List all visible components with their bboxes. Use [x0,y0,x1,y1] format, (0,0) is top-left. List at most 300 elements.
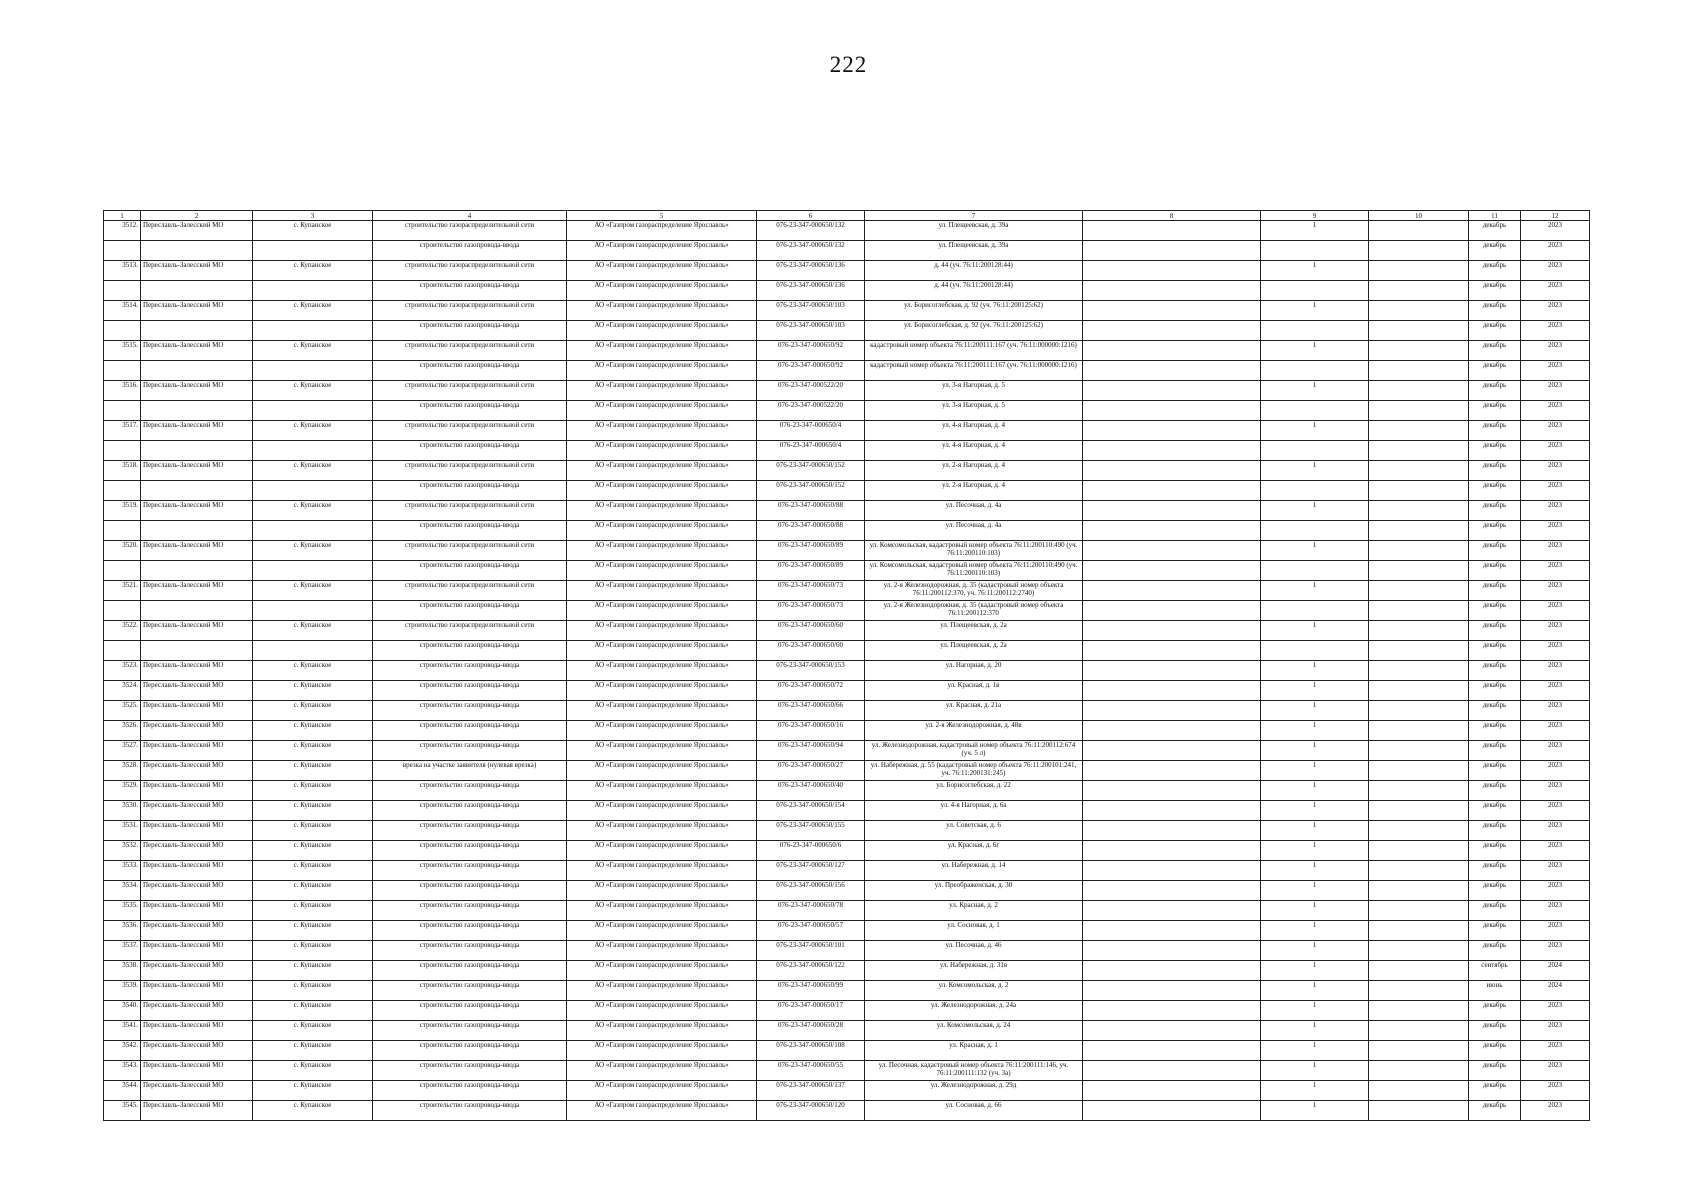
cell-settlement: с. Купанское [253,1041,373,1061]
cell-municipality: Переславль-Залесский МО [141,541,253,561]
table-row [104,1001,1590,1021]
cell-work-type: строительство газопровода-ввода [373,321,567,341]
cell-year: 2023 [1521,801,1590,821]
cell-col-10 [1369,481,1469,501]
cell-tech-conditions-number: 076-23-347-000650/103 [757,321,865,341]
table-row [104,1041,1590,1061]
cell-year: 2023 [1521,541,1590,561]
cell-tech-conditions-number: 076-23-347-000650/88 [757,501,865,521]
col-header: 1 [104,211,141,221]
cell-row-number: 3521. [104,581,141,601]
cell-row-number: 3532. [104,841,141,861]
cell-municipality [141,601,253,621]
cell-year: 2023 [1521,661,1590,681]
cell-work-type: строительство газопровода-ввода [373,1041,567,1061]
table-row [104,701,1590,721]
cell-settlement: с. Купанское [253,1001,373,1021]
table-row [104,841,1590,861]
cell-tech-conditions-number: 076-23-347-000650/88 [757,521,865,541]
cell-organization: АО «Газпром газораспределение Ярославль» [567,981,757,1001]
cell-col-8 [1083,741,1261,761]
cell-year: 2023 [1521,781,1590,801]
cell-year: 2023 [1521,301,1590,321]
cell-settlement: с. Купанское [253,721,373,741]
cell-col-10 [1369,681,1469,701]
cell-settlement: с. Купанское [253,741,373,761]
cell-row-number: 3543. [104,1061,141,1081]
cell-col-10 [1369,961,1469,981]
cell-work-type: строительство газопровода-ввода [373,701,567,721]
cell-col-10 [1369,1101,1469,1121]
cell-municipality: Переславль-Залесский МО [141,621,253,641]
cell-year: 2023 [1521,761,1590,781]
cell-row-number: 3513. [104,261,141,281]
cell-year: 2023 [1521,721,1590,741]
cell-row-number [104,321,141,341]
cell-row-number: 3512. [104,221,141,241]
cell-work-type: строительство газопровода-ввода [373,741,567,761]
cell-row-number: 3526. [104,721,141,741]
cell-year: 2023 [1521,621,1590,641]
table-row [104,401,1590,421]
cell-row-number: 3536. [104,921,141,941]
cell-year: 2023 [1521,481,1590,501]
cell-count: 1 [1261,761,1369,781]
cell-settlement: с. Купанское [253,221,373,241]
table-row [104,381,1590,401]
cell-year: 2023 [1521,681,1590,701]
cell-month: декабрь [1469,741,1521,761]
cell-work-type: строительство газопровода-ввода [373,901,567,921]
table-row [104,901,1590,921]
cell-year: 2023 [1521,921,1590,941]
cell-address: ул. Красная, д. 21а [865,701,1083,721]
table-row [104,501,1590,521]
cell-row-number: 3519. [104,501,141,521]
cell-address: ул. Нагорная, д. 20 [865,661,1083,681]
cell-tech-conditions-number: 076-23-347-000650/137 [757,1081,865,1101]
cell-col-10 [1369,461,1469,481]
cell-year: 2024 [1521,961,1590,981]
cell-col-10 [1369,861,1469,881]
cell-settlement [253,281,373,301]
cell-count: 1 [1261,421,1369,441]
cell-municipality: Переславль-Залесский МО [141,1041,253,1061]
cell-organization: АО «Газпром газораспределение Ярославль» [567,461,757,481]
gasification-register-table [103,210,1590,1121]
cell-col-8 [1083,761,1261,781]
cell-row-number: 3518. [104,461,141,481]
col-header: 10 [1369,211,1469,221]
table-row [104,461,1590,481]
cell-work-type: строительство газопровода-ввода [373,1101,567,1121]
cell-month: декабрь [1469,261,1521,281]
cell-municipality: Переславль-Залесский МО [141,701,253,721]
cell-col-10 [1369,821,1469,841]
cell-col-8 [1083,841,1261,861]
cell-year: 2023 [1521,701,1590,721]
cell-work-type: строительство газопровода-ввода [373,781,567,801]
cell-col-8 [1083,1041,1261,1061]
cell-count: 1 [1261,841,1369,861]
cell-col-10 [1369,581,1469,601]
cell-settlement: с. Купанское [253,921,373,941]
cell-settlement: с. Купанское [253,421,373,441]
cell-row-number [104,241,141,261]
cell-settlement [253,361,373,381]
cell-tech-conditions-number: 076-23-347-000650/72 [757,681,865,701]
cell-count: 1 [1261,981,1369,1001]
cell-year: 2023 [1521,881,1590,901]
cell-work-type: строительство газопровода-ввода [373,681,567,701]
cell-address: ул. 2-я Железнодорожная, д. 48в [865,721,1083,741]
cell-address: ул. Железнодорожная, д. 29д [865,1081,1083,1101]
cell-organization: АО «Газпром газораспределение Ярославль» [567,741,757,761]
cell-organization: АО «Газпром газораспределение Ярославль» [567,681,757,701]
cell-tech-conditions-number: 076-23-347-000650/136 [757,261,865,281]
cell-year: 2023 [1521,521,1590,541]
col-header: 5 [567,211,757,221]
cell-settlement: с. Купанское [253,381,373,401]
cell-col-8 [1083,721,1261,741]
cell-work-type: строительство газопровода-ввода [373,601,567,621]
cell-organization: АО «Газпром газораспределение Ярославль» [567,1101,757,1121]
cell-month: декабрь [1469,521,1521,541]
cell-organization: АО «Газпром газораспределение Ярославль» [567,561,757,581]
cell-municipality [141,641,253,661]
cell-count: 1 [1261,1041,1369,1061]
cell-organization: АО «Газпром газораспределение Ярославль» [567,341,757,361]
cell-municipality: Переславль-Залесский МО [141,741,253,761]
cell-col-8 [1083,621,1261,641]
cell-work-type: строительство газопровода-ввода [373,801,567,821]
cell-settlement: с. Купанское [253,841,373,861]
column-number-header-row [104,211,1590,221]
cell-row-number: 3545. [104,1101,141,1121]
cell-col-10 [1369,361,1469,381]
table-row [104,641,1590,661]
table-row [104,1081,1590,1101]
cell-municipality [141,441,253,461]
cell-address: ул. 4-я Нагорная, д. 4 [865,421,1083,441]
cell-col-8 [1083,941,1261,961]
cell-count: 1 [1261,581,1369,601]
cell-year: 2023 [1521,861,1590,881]
cell-address: ул. Преображенская, д. 30 [865,881,1083,901]
cell-work-type: строительство газораспределительной сети [373,461,567,481]
cell-work-type: строительство газораспределительной сети [373,261,567,281]
cell-col-10 [1369,541,1469,561]
cell-work-type: строительство газораспределительной сети [373,541,567,561]
cell-municipality: Переславль-Залесский МО [141,761,253,781]
cell-settlement: с. Купанское [253,1061,373,1081]
table-row [104,601,1590,621]
cell-col-10 [1369,1041,1469,1061]
cell-count [1261,281,1369,301]
cell-tech-conditions-number: 076-23-347-000650/40 [757,781,865,801]
cell-settlement [253,401,373,421]
cell-organization: АО «Газпром газораспределение Ярославль» [567,421,757,441]
cell-tech-conditions-number: 076-23-347-000650/101 [757,941,865,961]
cell-organization: АО «Газпром газораспределение Ярославль» [567,521,757,541]
cell-organization: АО «Газпром газораспределение Ярославль» [567,881,757,901]
cell-year: 2023 [1521,581,1590,601]
cell-tech-conditions-number: 076-23-347-000650/156 [757,881,865,901]
cell-tech-conditions-number: 076-23-347-000522/20 [757,381,865,401]
cell-tech-conditions-number: 076-23-347-000650/60 [757,621,865,641]
table-row [104,221,1590,241]
cell-tech-conditions-number: 076-23-347-000650/120 [757,1101,865,1121]
cell-tech-conditions-number: 076-23-347-000650/27 [757,761,865,781]
cell-settlement: с. Купанское [253,1101,373,1121]
cell-year: 2023 [1521,601,1590,621]
cell-organization: АО «Газпром газораспределение Ярославль» [567,321,757,341]
cell-address: ул. Советская, д. 6 [865,821,1083,841]
cell-municipality: Переславль-Залесский МО [141,801,253,821]
cell-settlement: с. Купанское [253,961,373,981]
cell-settlement: с. Купанское [253,861,373,881]
cell-col-10 [1369,741,1469,761]
cell-tech-conditions-number: 076-23-347-000650/108 [757,1041,865,1061]
cell-row-number [104,281,141,301]
cell-work-type: строительство газопровода-ввода [373,641,567,661]
cell-month: декабрь [1469,1081,1521,1101]
cell-row-number [104,641,141,661]
cell-organization: АО «Газпром газораспределение Ярославль» [567,761,757,781]
cell-count: 1 [1261,1021,1369,1041]
cell-col-8 [1083,221,1261,241]
cell-count [1261,321,1369,341]
cell-count: 1 [1261,1081,1369,1101]
cell-organization: АО «Газпром газораспределение Ярославль» [567,501,757,521]
cell-month: декабрь [1469,921,1521,941]
cell-work-type: строительство газораспределительной сети [373,381,567,401]
cell-count: 1 [1261,721,1369,741]
cell-municipality: Переславль-Залесский МО [141,1061,253,1081]
cell-row-number: 3528. [104,761,141,781]
cell-month: декабрь [1469,221,1521,241]
cell-tech-conditions-number: 076-23-347-000650/92 [757,361,865,381]
col-header: 12 [1521,211,1590,221]
cell-col-8 [1083,701,1261,721]
table-row [104,261,1590,281]
cell-count [1261,561,1369,581]
cell-organization: АО «Газпром газораспределение Ярославль» [567,921,757,941]
cell-tech-conditions-number: 076-23-347-000522/20 [757,401,865,421]
cell-row-number [104,361,141,381]
cell-year: 2023 [1521,1101,1590,1121]
cell-municipality: Переславль-Залесский МО [141,301,253,321]
table-row [104,681,1590,701]
cell-settlement: с. Купанское [253,881,373,901]
cell-municipality [141,521,253,541]
cell-month: декабрь [1469,861,1521,881]
cell-col-8 [1083,501,1261,521]
cell-tech-conditions-number: 076-23-347-000650/154 [757,801,865,821]
cell-month: июнь [1469,981,1521,1001]
cell-row-number: 3537. [104,941,141,961]
cell-tech-conditions-number: 076-23-347-000650/153 [757,661,865,681]
cell-count [1261,481,1369,501]
cell-address: ул. Борисоглебская, д. 92 (уч. 76:11:200125:62) [865,321,1083,341]
cell-address: ул. 3-я Нагорная, д. 5 [865,381,1083,401]
cell-address: ул. Набережная, д. 14 [865,861,1083,881]
cell-settlement [253,521,373,541]
cell-col-10 [1369,601,1469,621]
cell-row-number [104,521,141,541]
cell-work-type: строительство газопровода-ввода [373,361,567,381]
cell-row-number: 3516. [104,381,141,401]
cell-municipality: Переславль-Залесский МО [141,221,253,241]
cell-address: ул. 2-я Железнодорожная, д. 35 (кадастровый номер объекта 76:11:200112:370, уч. 76:11:200112:2740) [865,581,1083,601]
cell-settlement [253,641,373,661]
cell-year: 2023 [1521,261,1590,281]
cell-col-8 [1083,801,1261,821]
cell-organization: АО «Газпром газораспределение Ярославль» [567,1081,757,1101]
cell-count: 1 [1261,741,1369,761]
cell-count: 1 [1261,1101,1369,1121]
cell-year: 2023 [1521,341,1590,361]
cell-col-10 [1369,1081,1469,1101]
table-row [104,561,1590,581]
cell-col-10 [1369,401,1469,421]
cell-row-number: 3529. [104,781,141,801]
cell-col-8 [1083,1021,1261,1041]
cell-organization: АО «Газпром газораспределение Ярославль» [567,601,757,621]
cell-col-8 [1083,301,1261,321]
cell-count: 1 [1261,541,1369,561]
cell-work-type: строительство газопровода-ввода [373,721,567,741]
cell-col-10 [1369,781,1469,801]
cell-address: д. 44 (уч. 76:11:200128:44) [865,281,1083,301]
cell-settlement: с. Купанское [253,341,373,361]
cell-month: декабрь [1469,1001,1521,1021]
cell-row-number: 3535. [104,901,141,921]
cell-settlement: с. Купанское [253,681,373,701]
cell-row-number: 3525. [104,701,141,721]
cell-count: 1 [1261,341,1369,361]
table-row [104,241,1590,261]
cell-year: 2023 [1521,381,1590,401]
cell-col-10 [1369,721,1469,741]
cell-month: декабрь [1469,801,1521,821]
cell-row-number: 3542. [104,1041,141,1061]
col-header: 11 [1469,211,1521,221]
cell-municipality: Переславль-Залесский МО [141,1081,253,1101]
cell-settlement: с. Купанское [253,621,373,641]
cell-municipality: Переславль-Залесский МО [141,901,253,921]
cell-month: декабрь [1469,281,1521,301]
cell-col-8 [1083,861,1261,881]
cell-address: ул. Борисоглебская, д. 22 [865,781,1083,801]
cell-month: декабрь [1469,1021,1521,1041]
cell-tech-conditions-number: 076-23-347-000650/155 [757,821,865,841]
cell-municipality [141,321,253,341]
table-body [104,221,1590,1121]
cell-col-8 [1083,781,1261,801]
cell-row-number: 3539. [104,981,141,1001]
cell-address: кадастровый номер объекта 76:11:200111:167 (уч. 76:11:000000:1216) [865,341,1083,361]
cell-col-10 [1369,761,1469,781]
cell-col-10 [1369,261,1469,281]
cell-count [1261,521,1369,541]
cell-col-8 [1083,1001,1261,1021]
cell-tech-conditions-number: 076-23-347-000650/152 [757,481,865,501]
table-row [104,521,1590,541]
table-row [104,441,1590,461]
cell-col-10 [1369,561,1469,581]
cell-work-type: строительство газопровода-ввода [373,561,567,581]
cell-municipality [141,401,253,421]
cell-row-number [104,601,141,621]
cell-row-number [104,561,141,581]
cell-row-number [104,401,141,421]
cell-organization: АО «Газпром газораспределение Ярославль» [567,1041,757,1061]
cell-address: ул. Плещеевская, д. 2а [865,621,1083,641]
cell-address: ул. Железнодорожная, д. 24а [865,1001,1083,1021]
cell-col-8 [1083,961,1261,981]
cell-month: декабрь [1469,701,1521,721]
cell-municipality [141,361,253,381]
cell-work-type: строительство газопровода-ввода [373,481,567,501]
cell-settlement: с. Купанское [253,261,373,281]
cell-municipality: Переславль-Залесский МО [141,661,253,681]
cell-col-8 [1083,981,1261,1001]
cell-municipality: Переславль-Залесский МО [141,861,253,881]
cell-row-number: 3520. [104,541,141,561]
cell-col-8 [1083,321,1261,341]
cell-col-10 [1369,621,1469,641]
cell-work-type: строительство газопровода-ввода [373,821,567,841]
table-row [104,821,1590,841]
cell-count [1261,401,1369,421]
cell-settlement: с. Купанское [253,541,373,561]
cell-work-type: строительство газопровода-ввода [373,881,567,901]
cell-tech-conditions-number: 076-23-347-000650/94 [757,741,865,761]
col-header: 4 [373,211,567,221]
cell-tech-conditions-number: 076-23-347-000650/127 [757,861,865,881]
cell-year: 2023 [1521,641,1590,661]
cell-month: декабрь [1469,761,1521,781]
cell-month: декабрь [1469,361,1521,381]
col-header: 2 [141,211,253,221]
cell-count: 1 [1261,901,1369,921]
cell-address: ул. 3-я Нагорная, д. 5 [865,401,1083,421]
cell-col-8 [1083,281,1261,301]
cell-settlement: с. Купанское [253,781,373,801]
cell-year: 2023 [1521,741,1590,761]
cell-year: 2023 [1521,401,1590,421]
col-header: 6 [757,211,865,221]
cell-count: 1 [1261,881,1369,901]
cell-address: ул. Песочная, д. 4а [865,521,1083,541]
cell-col-10 [1369,341,1469,361]
cell-col-10 [1369,521,1469,541]
table-row [104,621,1590,641]
cell-work-type: строительство газопровода-ввода [373,861,567,881]
cell-settlement [253,481,373,501]
cell-tech-conditions-number: 076-23-347-000650/103 [757,301,865,321]
cell-address: ул. Красная, д. 1 [865,1041,1083,1061]
cell-municipality: Переславль-Залесский МО [141,461,253,481]
table-row [104,581,1590,601]
cell-row-number: 3523. [104,661,141,681]
cell-municipality: Переславль-Залесский МО [141,341,253,361]
cell-work-type: строительство газопровода-ввода [373,1001,567,1021]
cell-settlement: с. Купанское [253,1021,373,1041]
cell-count [1261,601,1369,621]
cell-year: 2023 [1521,841,1590,861]
